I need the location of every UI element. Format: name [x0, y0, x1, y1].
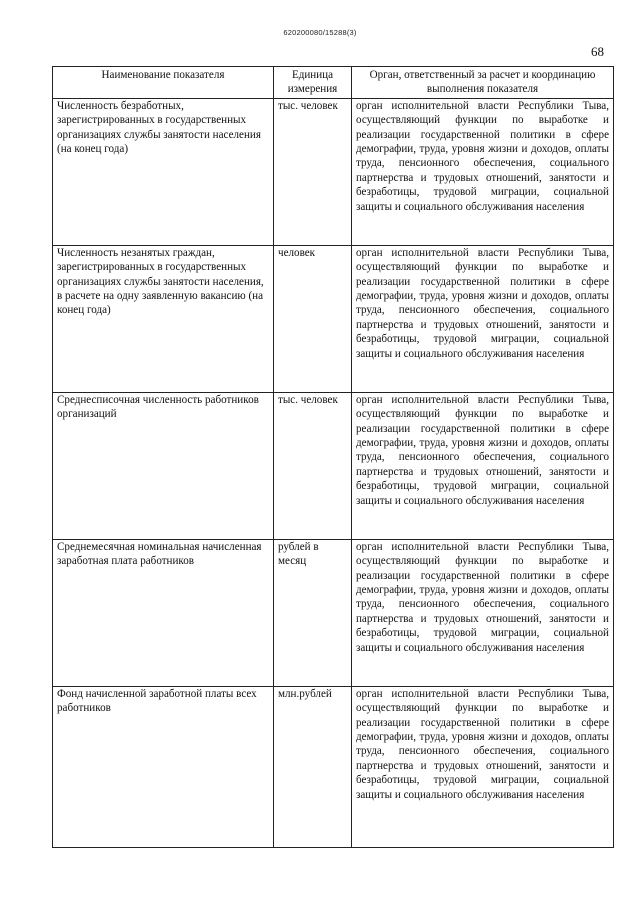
table-row — [53, 245, 614, 392]
responsible-body-text: орган исполнительной власти Республики Тыва, осуществляющий функции по выработке и реализации государственной политики в сфере демографии, труда, уровня жизни и доходов, оплаты труда, пенсионного обеспечения, социального партнерства и трудовых отношений, занятости и безработицы, трудовой миграции, социальной защиты и социального обслуживания населения — [356, 246, 609, 360]
indicator-name: Численность незанятых граждан, зарегистрированных в государственных организациях службы занятости населения, в расчете на одну заявленную вакансию (на конец года) — [53, 245, 274, 392]
indicator-unit: млн.рублей — [274, 686, 352, 847]
column-header-unit: Единица измерения — [274, 67, 352, 99]
indicator-name: Численность безработных, зарегистрированных в государственных организациях службы занятости населения (на конец года) — [53, 98, 274, 245]
responsible-body — [352, 686, 614, 847]
indicator-unit: тыс. человек — [274, 98, 352, 245]
responsible-body-text: орган исполнительной власти Республики Тыва, осуществляющий функции по выработке и реализации государственной политики в сфере демографии, труда, уровня жизни и доходов, оплаты труда, пенсионного обеспечения, социального партнерства и трудовых отношений, занятости и безработицы, трудовой миграции, социальной защиты и социального обслуживания населения — [356, 540, 609, 654]
responsible-body-text: орган исполнительной власти Республики Тыва, осуществляющий функции по выработке и реализации государственной политики в сфере демографии, труда, уровня жизни и доходов, оплаты труда, пенсионного обеспечения, социального партнерства и трудовых отношений, занятости и безработицы, трудовой миграции, социальной защиты и социального обслуживания населения — [356, 99, 609, 213]
indicator-name: Среднемесячная номинальная начисленная заработная плата работников — [53, 539, 274, 686]
document-code: 620200080/15288(3) — [283, 28, 357, 37]
table-row — [53, 539, 614, 686]
indicators-table — [52, 66, 614, 848]
indicator-unit: тыс. человек — [274, 392, 352, 539]
table-row — [53, 392, 614, 539]
table-header-row — [53, 67, 614, 99]
indicator-name: Фонд начисленной заработной платы всех работников — [53, 686, 274, 847]
responsible-body — [352, 245, 614, 392]
indicator-unit: человек — [274, 245, 352, 392]
responsible-body-text: орган исполнительной власти Республики Тыва, осуществляющий функции по выработке и реализации государственной политики в сфере демографии, труда, уровня жизни и доходов, оплаты труда, пенсионного обеспечения, социального партнерства и трудовых отношений, занятости и безработицы, трудовой миграции, социальной защиты и социального обслуживания населения — [356, 687, 609, 801]
table-row — [53, 686, 614, 847]
page-number: 68 — [591, 44, 604, 59]
indicator-unit: рублей в месяц — [274, 539, 352, 686]
responsible-body-text: орган исполнительной власти Республики Тыва, осуществляющий функции по выработке и реализации государственной политики в сфере демографии, труда, уровня жизни и доходов, оплаты труда, пенсионного обеспечения, социального партнерства и трудовых отношений, занятости и безработицы, трудовой миграции, социальной защиты и социального обслуживания населения — [356, 393, 609, 507]
responsible-body — [352, 539, 614, 686]
column-header-responsible-body: Орган, ответственный за расчет и координацию выполнения показателя — [352, 67, 614, 99]
table-row — [53, 98, 614, 245]
responsible-body — [352, 392, 614, 539]
indicator-name: Среднесписочная численность работников организаций — [53, 392, 274, 539]
responsible-body — [352, 98, 614, 245]
column-header-indicator: Наименование показателя — [53, 67, 274, 99]
